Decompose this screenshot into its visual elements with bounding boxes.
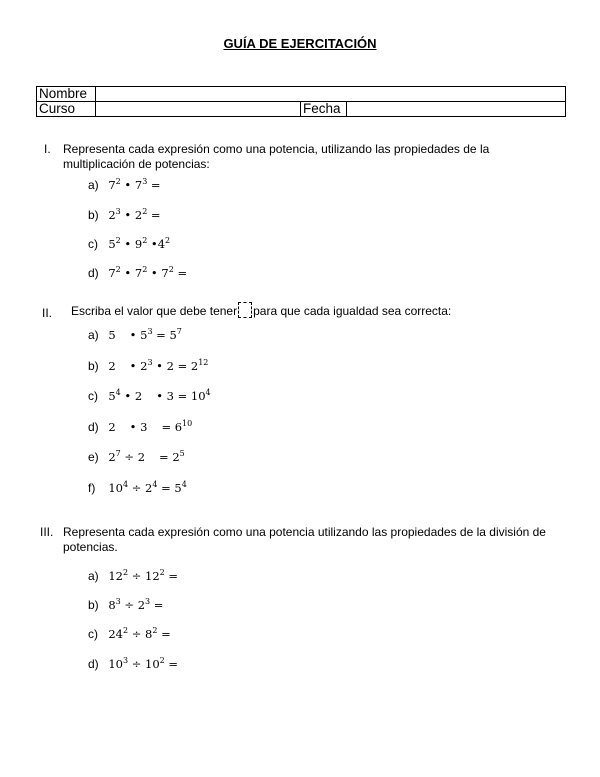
- section-1-instruction: Representa cada expresión como una potencia, utilizando las propiedades de la multiplicación de potencias:: [63, 142, 490, 171]
- item-label: d): [88, 266, 99, 280]
- student-info-table: [36, 86, 566, 117]
- section-2-item-a: [88, 328, 182, 342]
- item-expression: $24^2 \div 8^2$ =: [108, 626, 171, 641]
- section-2-item-e: [88, 450, 185, 464]
- item-label: f): [88, 481, 96, 495]
- section-2-item-b: [88, 359, 208, 373]
- item-expression: $2^7 \div 2 = 2^5$: [108, 449, 185, 464]
- item-expression: $5^4$ • 2 • $3 = 10^4$: [108, 388, 211, 403]
- item-expression: 2 • $2^3$ • $2 = 2^{12}$: [108, 358, 209, 373]
- curso-label: Curso: [37, 102, 96, 117]
- item-expression: $10^4 \div 2^4 = 5^4$: [108, 480, 187, 495]
- section-3-item-b: [88, 598, 163, 612]
- section-3-instruction: Representa cada expresión como una potencia utilizando las propiedades de la división de potencias.: [63, 525, 546, 554]
- item-label: b): [88, 208, 99, 222]
- item-label: c): [88, 627, 98, 641]
- nombre-field[interactable]: [96, 87, 566, 102]
- fecha-label: Fecha: [301, 102, 347, 117]
- item-label: d): [88, 657, 99, 671]
- item-label: c): [88, 389, 98, 403]
- section-3-item-d: [88, 657, 178, 671]
- section-1-item-b: [88, 208, 161, 222]
- page-title: GUÍA DE EJERCITACIÓN: [223, 36, 377, 51]
- section-2-item-d: [88, 420, 192, 434]
- blank-box-icon: [238, 302, 252, 318]
- item-label: b): [88, 598, 99, 612]
- item-expression: $2^3$ • $2^2$ =: [108, 207, 161, 222]
- section-3-numeral: III.: [40, 525, 54, 539]
- item-expression: $10^3 \div 10^2$ =: [108, 656, 179, 671]
- item-expression: $12^2 \div 12^2$ =: [108, 568, 179, 583]
- item-label: a): [88, 569, 99, 583]
- item-expression: 2 • $3 = 6^{10}$: [108, 419, 193, 434]
- section-2-item-f: [88, 481, 187, 495]
- section-1-numeral: I.: [44, 142, 51, 156]
- item-expression: 5 • $5^3 = 5^7$: [108, 327, 182, 342]
- section-1-item-c: [88, 237, 170, 251]
- section-1-item-d: [88, 266, 187, 280]
- section-1-item-a: [88, 178, 161, 192]
- item-label: b): [88, 359, 99, 373]
- item-label: d): [88, 420, 99, 434]
- curso-field[interactable]: [96, 102, 301, 117]
- section-3-item-c: [88, 627, 171, 641]
- item-label: a): [88, 328, 99, 342]
- section-2-item-c: [88, 389, 211, 403]
- item-label: c): [88, 237, 98, 251]
- item-expression: $7^2$ • $7^2$ • $7^2$ =: [108, 265, 188, 280]
- item-label: e): [88, 450, 99, 464]
- item-expression: $5^2$ • $9^2$ $•4^2$: [108, 236, 171, 251]
- fecha-field[interactable]: [347, 102, 566, 117]
- instruction-text-before: Escriba el valor que debe tener: [71, 304, 238, 318]
- section-2-instruction: [71, 301, 571, 321]
- section-3-item-a: [88, 569, 178, 583]
- item-label: a): [88, 178, 99, 192]
- item-expression: $8^3 \div 2^3$ =: [108, 597, 164, 612]
- instruction-text-after: para que cada igualdad sea correcta:: [253, 304, 452, 318]
- item-expression: $7^2$ • $7^3$ =: [108, 177, 161, 192]
- section-2-numeral: II.: [42, 306, 53, 320]
- nombre-label: Nombre: [37, 87, 96, 102]
